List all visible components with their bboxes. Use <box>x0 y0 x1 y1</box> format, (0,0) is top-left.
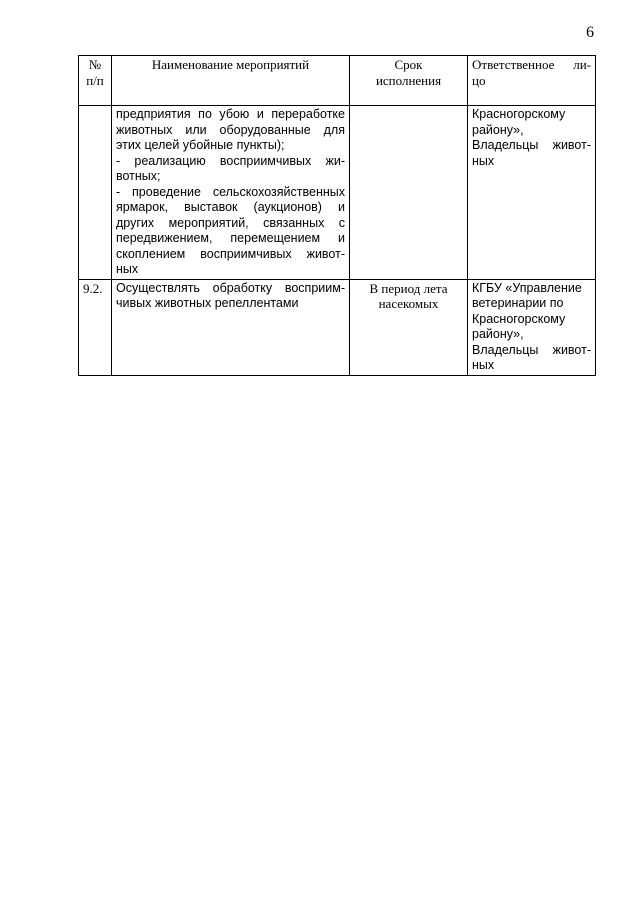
table-header <box>79 56 596 106</box>
row-name <box>112 279 350 375</box>
page-number: 6 <box>586 24 594 41</box>
text-line: ветеринарии по <box>472 296 564 310</box>
measures-table <box>78 55 596 376</box>
row-number: 9.2. <box>79 279 112 375</box>
header-name <box>112 56 350 106</box>
table-row <box>79 279 596 375</box>
row-responsible <box>468 279 596 375</box>
text-line: скоплением восприимчивых живот- <box>116 246 345 261</box>
text-line: животных или оборудованные для <box>116 122 345 137</box>
text-line: этих целей убойные пункты); <box>116 138 285 152</box>
text-line: району», <box>472 327 524 341</box>
text-line: ярмарок, выставок (аукционов) и <box>116 200 345 214</box>
text-line: ных <box>472 358 495 372</box>
text-line: чивых животных репеллентами <box>116 296 299 310</box>
text-line: - реализацию восприимчивых жи- <box>116 153 345 168</box>
header-number-line: № <box>88 57 102 72</box>
row-responsible <box>468 106 596 280</box>
text-line: району», <box>472 122 524 137</box>
text-line: ных <box>116 262 139 276</box>
text-line: Осуществлять обработку восприим- <box>116 280 345 295</box>
header-responsible-line: Ответственное ли- <box>472 57 591 72</box>
text-line: Красногорскому <box>472 107 566 121</box>
text-line: вотных; <box>116 169 161 183</box>
text-line: передвижением, перемещением и <box>116 231 345 245</box>
header-row <box>79 56 596 106</box>
text-line: предприятия по убою и переработке <box>116 107 345 121</box>
header-deadline-line: Срок <box>394 57 423 72</box>
header-responsible-line: цо <box>472 72 486 88</box>
header-number <box>79 56 112 106</box>
row-deadline <box>350 279 468 375</box>
text-line: других мероприятий, связанных с <box>116 215 345 230</box>
header-name-text: Наименование мероприятий <box>151 57 310 72</box>
header-deadline-line: исполнения <box>375 72 442 88</box>
text-line: насекомых <box>378 296 439 311</box>
header-responsible <box>468 56 596 106</box>
text-line: Владельцы живот- <box>472 342 591 357</box>
row-deadline <box>350 106 468 280</box>
text-line: Красногорскому <box>472 311 566 326</box>
header-number-line: п/п <box>86 73 104 88</box>
row-number <box>79 106 112 280</box>
text-line: В период лета <box>369 280 448 296</box>
row-name <box>112 106 350 280</box>
text-line: КГБУ «Управление <box>472 280 582 295</box>
text-line: - проведение сельскохозяйственных <box>116 184 345 199</box>
header-deadline <box>350 56 468 106</box>
text-line: ных <box>472 153 495 168</box>
table-row <box>79 106 596 280</box>
text-line: Владельцы живот- <box>472 138 591 152</box>
